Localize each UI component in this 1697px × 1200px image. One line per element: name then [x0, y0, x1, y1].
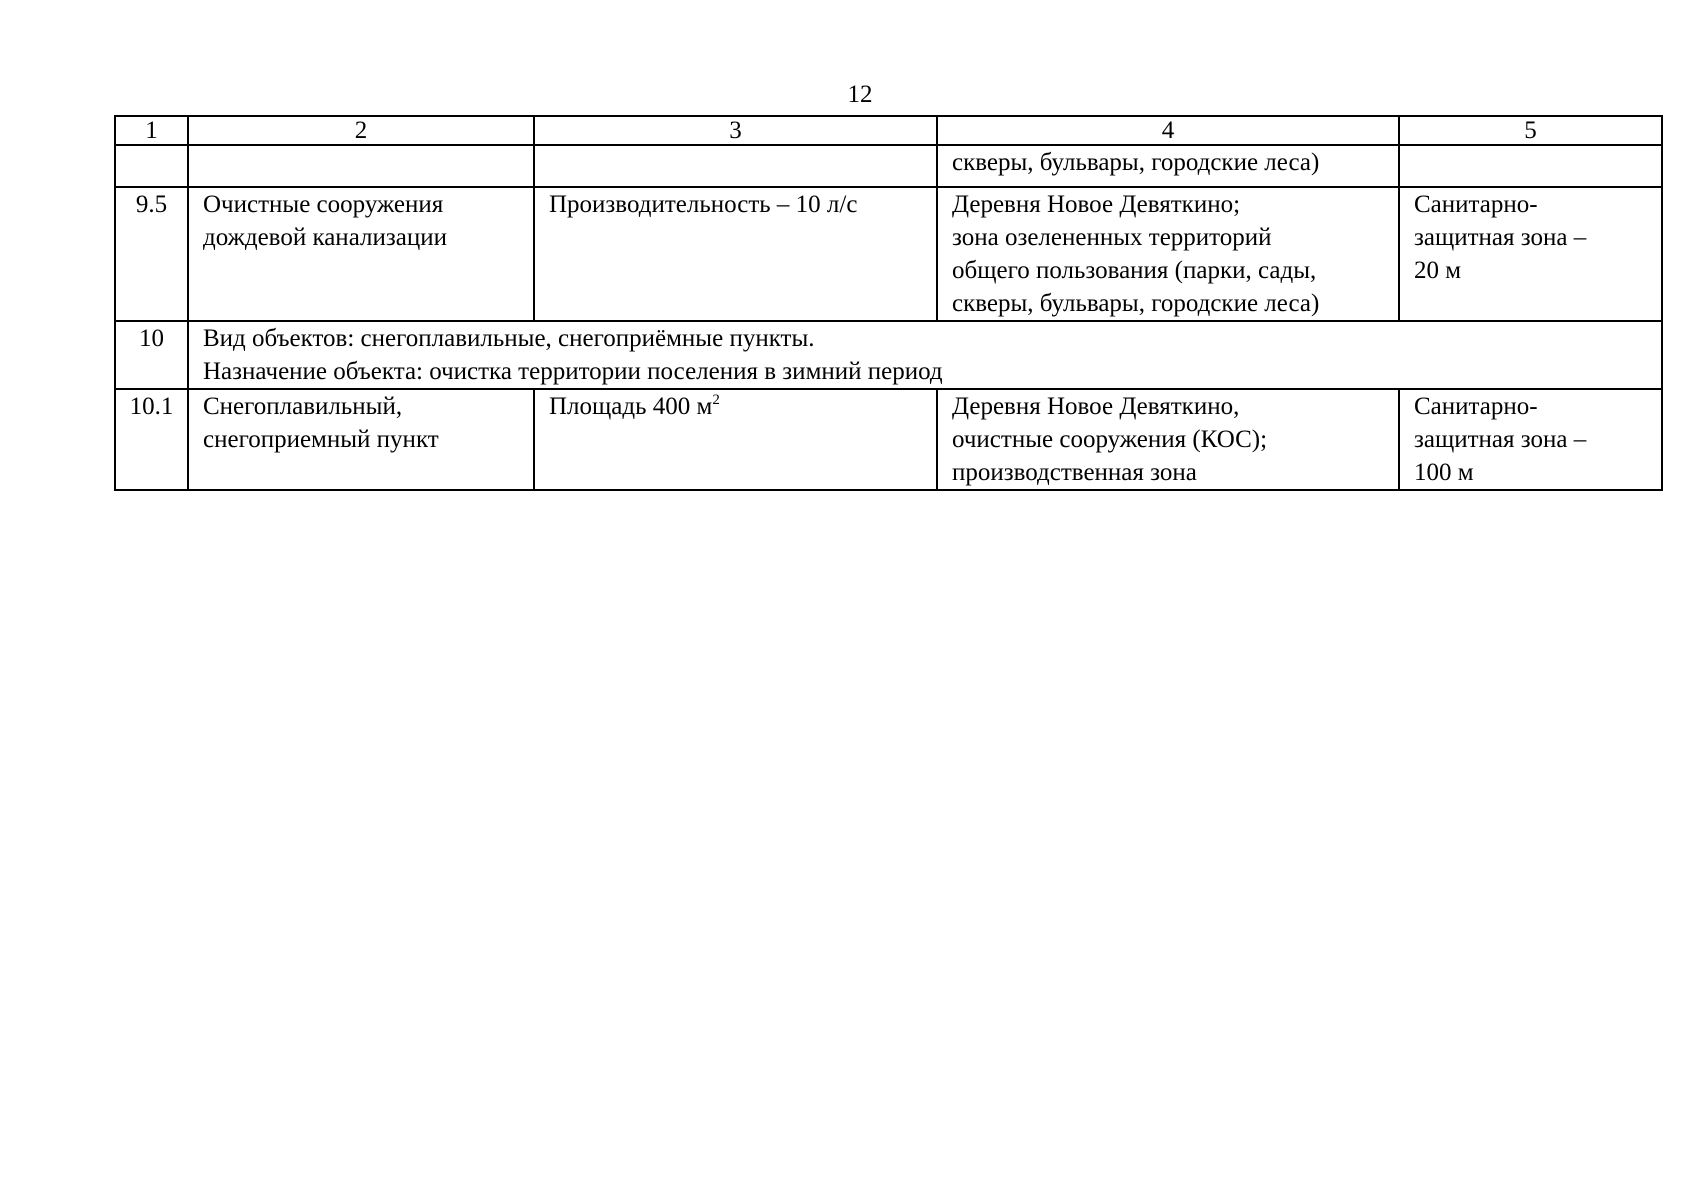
cell-text-line: очистные сооружения (КОС);: [952, 426, 1268, 453]
cell-text-line: скверы, бульвары, городские леса): [952, 290, 1320, 317]
cell-text-line: снегоприемный пункт: [203, 426, 439, 453]
cell-text-line: скверы, бульвары, городские леса): [952, 149, 1320, 176]
cell-location: [937, 145, 1399, 187]
header-cell-1: 1: [115, 116, 188, 145]
area-superscript: 2: [712, 392, 720, 408]
table-row-continuation: [115, 145, 1662, 187]
cell-text-line: Деревня Новое Девяткино,: [952, 393, 1240, 420]
cell-text-line: Производительность – 10 л/с: [549, 191, 858, 218]
cell-location: [937, 187, 1399, 321]
cell-text-line: защитная зона –: [1414, 224, 1587, 251]
table-row-10-1: [115, 389, 1662, 490]
cell-number: 9.5: [115, 187, 188, 321]
cell-characteristics: [534, 389, 937, 490]
cell-text-line: [549, 390, 922, 423]
cell-name: [188, 389, 534, 490]
cell-text-line: Деревня Новое Девяткино;: [952, 191, 1241, 218]
cell-text-line: Санитарно-: [1414, 393, 1538, 420]
cell-text-line: 100 м: [1414, 459, 1474, 486]
cell-location: [937, 389, 1399, 490]
cell-text-line: Очистные сооружения: [203, 191, 444, 218]
cell-text-line: Снегоплавильный,: [203, 393, 403, 420]
cell-text-line: зона озелененных территорий: [952, 224, 1272, 251]
cell-section-description: [188, 321, 1662, 389]
cell-zone: [1399, 187, 1662, 321]
cell-number: 10: [115, 321, 188, 389]
cell-text-line: производственная зона: [952, 459, 1197, 486]
cell-characteristics: [534, 145, 937, 187]
cell-number: [115, 145, 188, 187]
table-row-10-section: [115, 321, 1662, 389]
cell-zone: [1399, 145, 1662, 187]
cell-text-line: защитная зона –: [1414, 426, 1587, 453]
cell-text-line: дождевой канализации: [203, 224, 447, 251]
cell-name: [188, 145, 534, 187]
table-row-9-5: [115, 187, 1662, 321]
header-cell-3: 3: [534, 116, 937, 145]
header-cell-5: 5: [1399, 116, 1662, 145]
cell-characteristics: [534, 187, 937, 321]
cell-text-line: общего пользования (парки, сады,: [952, 257, 1317, 284]
cell-text-line: Санитарно-: [1414, 191, 1538, 218]
header-cell-4: 4: [937, 116, 1399, 145]
table-header-row: [115, 116, 1662, 145]
page-number: 12: [847, 81, 873, 108]
section-object-purpose: Назначение объекта: очистка территории поселения в зимний период: [203, 358, 943, 385]
cell-name: [188, 187, 534, 321]
cell-zone: [1399, 389, 1662, 490]
objects-table: [114, 115, 1663, 491]
section-object-type: Вид объектов: снегоплавильные, снегоприёмные пункты.: [203, 325, 815, 352]
cell-number: 10.1: [115, 389, 188, 490]
header-cell-2: 2: [188, 116, 534, 145]
cell-text-line: 20 м: [1414, 257, 1462, 284]
area-text: Площадь 400 м: [549, 393, 713, 420]
